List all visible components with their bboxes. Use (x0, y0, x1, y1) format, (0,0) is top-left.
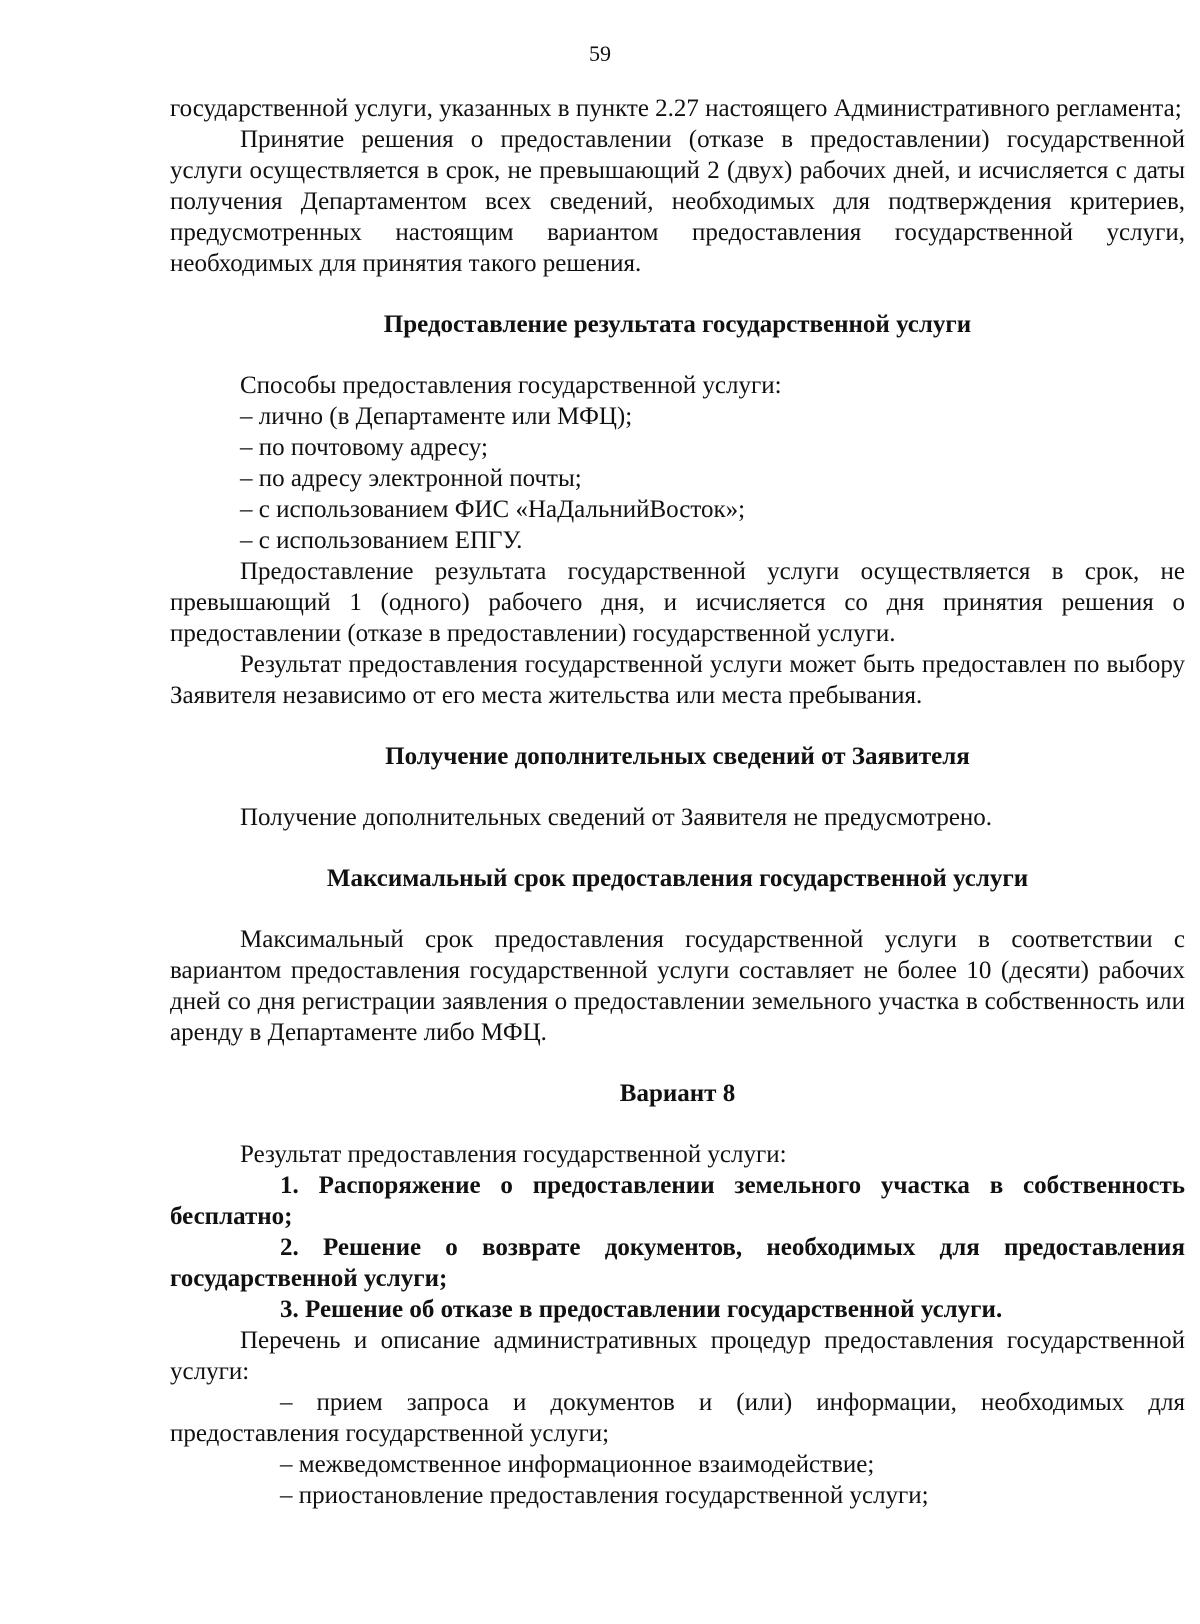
list-item: – по адресу электронной почты; (240, 465, 582, 492)
list-item: – лично (в Департаменте или МФЦ); (240, 403, 633, 430)
procedure-item: – межведомственное информационное взаимодействие; (280, 1451, 875, 1478)
paragraph-methods: Способы предоставления государственной услуги: (240, 372, 782, 399)
heading-additional-info: Получение дополнительных сведений от Заявителя (385, 743, 970, 770)
paragraph-additional-info: Получение дополнительных сведений от Заявителя не предусмотрено. (240, 804, 993, 831)
procedure-item: – приостановление предоставления государственной услуги; (280, 1482, 929, 1509)
document-body (170, 93, 1185, 1511)
paragraph-decision-term: Принятие решения о предоставлении (отказе в предоставлении) государственной услуги осуществляется в срок, не превышающий 2 (двух) рабочих дней, и исчисляется с даты получения Департаментом всех сведений, необходимых для подтверждения критериев, предусмотренных настоящим вариантом предоставления государственной услуги, необходимых для принятия такого решения. (170, 126, 1185, 277)
result-item: 3. Решение об отказе в предоставлении государственной услуги. (280, 1296, 1003, 1323)
paragraph-procedures-intro: Перечень и описание административных процедур предоставления государственной услуги: (170, 1327, 1185, 1385)
page-number: 59 (589, 41, 611, 66)
heading-variant: Вариант 8 (619, 1080, 736, 1107)
paragraph-result-term: Предоставление результата государственной услуги осуществляется в срок, не превышающий 1 (одного) рабочего дня, и исчисляется со дня принятия решения о предоставлении (отказе в предоставлении) государственной услуги. (170, 558, 1185, 647)
heading-result-provision: Предоставление результата государственной услуги (383, 311, 972, 338)
paragraph-max-term: Максимальный срок предоставления государственной услуги в соответствии с вариантом предоставления государственной услуги составляет не более 10 (десяти) рабочих дней со дня регистрации заявления о предоставлении земельного участка в собственность или аренду в Департаменте либо МФЦ. (170, 926, 1185, 1046)
list-item: – по почтовому адресу; (240, 434, 488, 461)
paragraph-continuation: государственной услуги, указанных в пункте 2.27 настоящего Административного регламента; (170, 95, 1182, 122)
paragraph-result-choice: Результат предоставления государственной услуги может быть предоставлен по выбору Заявителя независимо от его места жительства или места пребывания. (170, 651, 1185, 709)
result-item: 1. Распоряжение о предоставлении земельного участка в собственность бесплатно; (170, 1172, 1185, 1230)
list-item: – с использованием ЕПГУ. (240, 527, 523, 554)
procedure-item: – прием запроса и документов и (или) информации, необходимых для предоставления государственной услуги; (170, 1389, 1185, 1447)
list-item: – с использованием ФИС «НаДальнийВосток»; (240, 496, 746, 523)
heading-max-term: Максимальный срок предоставления государственной услуги (326, 865, 1029, 892)
result-item: 2. Решение о возврате документов, необходимых для предоставления государственной услуги; (170, 1234, 1185, 1292)
paragraph-results-intro: Результат предоставления государственной услуги: (240, 1141, 787, 1168)
